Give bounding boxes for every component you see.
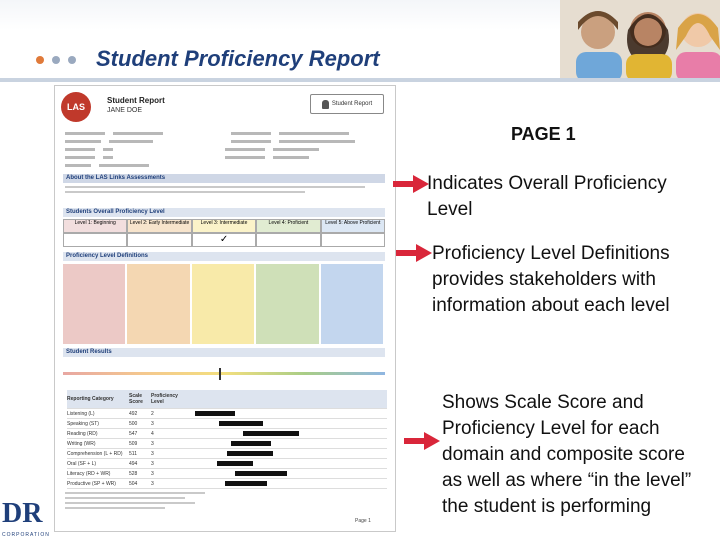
table-row: [67, 469, 387, 479]
student-report-badge: [310, 94, 384, 114]
definitions-grid: [63, 264, 385, 344]
level-cell: 3: [151, 480, 154, 487]
results-table: [67, 390, 387, 489]
level-cell: 3: [151, 460, 154, 467]
level-cell: 4: [151, 430, 154, 437]
student-info-block: [65, 130, 385, 174]
results-section-bar: Student Results: [63, 348, 385, 357]
report-footnotes: [65, 492, 215, 512]
results-table-header: [67, 390, 387, 409]
performance-bar: [227, 451, 273, 456]
report-title: Student Report: [107, 96, 165, 105]
table-row: [67, 439, 387, 449]
level-cell: 3: [151, 440, 154, 447]
table-row: [67, 459, 387, 469]
header-divider: [0, 78, 720, 82]
level-3-header: Level 3: Intermediate: [192, 219, 256, 233]
person-icon: [322, 100, 329, 109]
scale-score-cell: 500: [129, 420, 138, 427]
definition-level-1: [63, 264, 125, 344]
col-proficiency-level: Proficiency Level: [151, 393, 178, 405]
level-1-header: Level 1: Beginning: [63, 219, 127, 233]
scale-score-cell: 547: [129, 430, 138, 437]
category-cell: Oral (SF + L): [67, 460, 97, 467]
category-cell: Reading (RD): [67, 430, 98, 437]
report-thumbnail: [55, 86, 395, 531]
category-cell: Productive (SP + WR): [67, 480, 116, 487]
report-page-number: Page 1: [355, 518, 371, 524]
note-level-definitions: Proficiency Level Definitions provides stakeholders with information about each level: [432, 243, 670, 316]
performance-bar: [231, 441, 271, 446]
las-logo: LAS: [61, 92, 91, 122]
performance-bar: [217, 461, 253, 466]
scale-score-cell: 528: [129, 470, 138, 477]
scale-score-cell: 504: [129, 480, 138, 487]
overall-level-header: [63, 219, 385, 233]
overall-level-row: [63, 233, 385, 247]
category-cell: Comprehension (L + RD): [67, 450, 123, 457]
performance-bar: [195, 411, 235, 416]
arrow-right-icon: [396, 244, 432, 262]
category-cell: Listening (L): [67, 410, 95, 417]
scale-score-cell: 492: [129, 410, 138, 417]
level-cell: 3: [151, 470, 154, 477]
definition-level-4: [256, 264, 318, 344]
category-cell: Literacy (RD + WR): [67, 470, 111, 477]
drc-logo-text: DR: [2, 498, 43, 529]
scale-score-cell: 511: [129, 450, 137, 457]
level-cell: 3: [151, 420, 154, 427]
students-photo: [560, 0, 720, 80]
note-overall-proficiency: Indicates Overall Proficiency Level: [427, 173, 667, 220]
table-row: [67, 479, 387, 489]
arrow-right-icon: [404, 432, 440, 450]
table-row: [67, 429, 387, 439]
report-header: [55, 86, 395, 126]
table-row: [67, 419, 387, 429]
level-cell: 2: [151, 410, 154, 417]
performance-bar: [235, 471, 287, 476]
scale-score-cell: 509: [129, 440, 138, 447]
level-cell: 3: [151, 450, 154, 457]
check-mark-icon: ✓: [192, 233, 256, 247]
col-scale-score: Scale Score: [129, 393, 143, 405]
scale-score-cell: 494: [129, 460, 138, 467]
page-label: PAGE 1: [511, 124, 576, 144]
table-row: [67, 409, 387, 419]
gray-dot-icon: [68, 56, 76, 64]
category-cell: Writing (WR): [67, 440, 96, 447]
definition-level-3: [192, 264, 254, 344]
category-cell: Speaking (ST): [67, 420, 99, 427]
definition-level-2: [127, 264, 189, 344]
page-title: Student Proficiency Report: [96, 46, 380, 71]
level-4-header: Level 4: Proficient: [256, 219, 320, 233]
student-report-badge-label: Student Report: [331, 101, 373, 107]
performance-bar: [219, 421, 263, 426]
bullet-dots: [36, 56, 76, 64]
performance-bar: [225, 481, 267, 486]
performance-bar: [243, 431, 299, 436]
orange-dot-icon: [36, 56, 44, 64]
level-5-header: Level 5: Above Proficient: [321, 219, 385, 233]
table-row: [67, 449, 387, 459]
student-name: JANE DOE: [107, 107, 143, 114]
gray-dot-icon: [52, 56, 60, 64]
drc-logo-sub: CORPORATION: [2, 532, 50, 538]
level-2-header: Level 2: Early Intermediate: [127, 219, 191, 233]
note-scale-score: Shows Scale Score and Proficiency Level for each domain and composite score as well as where “in the level” the student is performing: [442, 392, 692, 517]
overall-section-bar: Students Overall Proficiency Level: [63, 208, 385, 217]
about-text: [65, 186, 375, 196]
definitions-section-bar: Proficiency Level Definitions: [63, 252, 385, 261]
results-scale-bar: [63, 368, 385, 378]
drc-logo: [0, 490, 52, 540]
col-reporting-category: Reporting Category: [67, 396, 114, 402]
definition-level-5: [321, 264, 383, 344]
about-section-bar: About the LAS Links Assessments: [63, 174, 385, 183]
arrow-right-icon: [393, 175, 429, 193]
